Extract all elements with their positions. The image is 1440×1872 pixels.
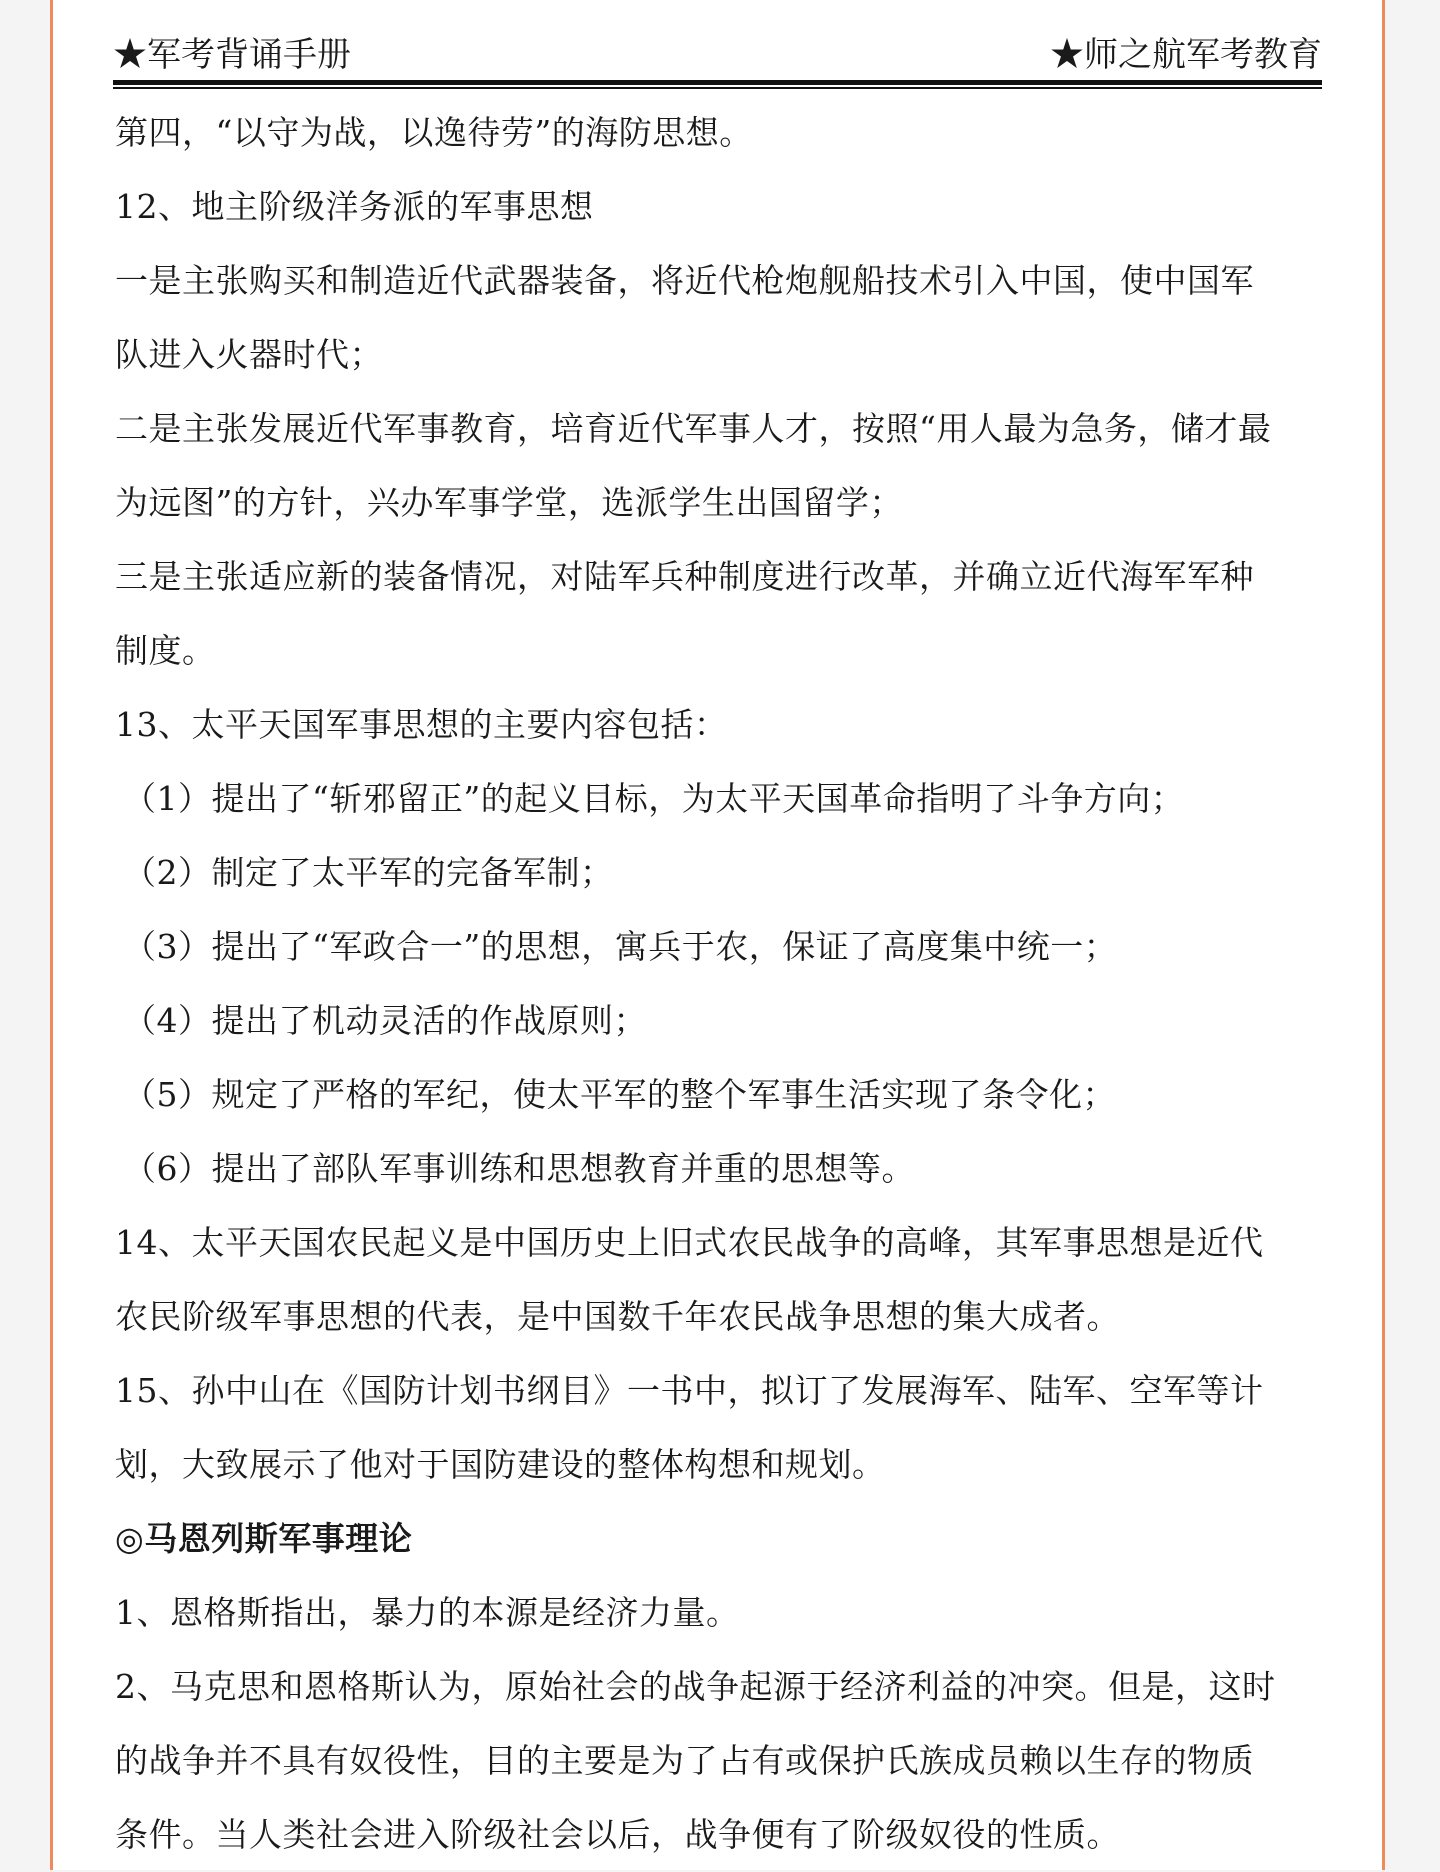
text-line: 三是主张适应新的装备情况，对陆军兵种制度进行改革，并确立近代海军军种 <box>115 557 1254 596</box>
text-line: 的战争并不具有奴役性，目的主要是为了占有或保护氏族成员赖以生存的物质 <box>115 1741 1254 1780</box>
text-line: 15、孙中山在《国防计划书纲目》一书中，拟订了发展海军、陆军、空军等计 <box>115 1371 1264 1410</box>
section-heading-12: 12、地主阶级洋务派的军事思想 <box>115 187 594 226</box>
page-header <box>113 26 1322 76</box>
text-line: 为远图”的方针，兴办军事学堂，选派学生出国留学； <box>115 483 903 522</box>
section-heading-13: 13、太平天国军事思想的主要内容包括： <box>115 705 728 744</box>
text-line: 队进入火器时代； <box>115 335 383 374</box>
text-line: 第四，“以守为战，以逸待劳”的海防思想。 <box>115 113 753 152</box>
list-item: （3）提出了“军政合一”的思想，寓兵于农，保证了高度集中统一； <box>123 927 1118 966</box>
text-line: 条件。当人类社会进入阶级社会以后，战争便有了阶级奴役的性质。 <box>115 1815 1120 1854</box>
list-item: （2）制定了太平军的完备军制； <box>123 853 614 892</box>
section-heading-marx: ◎马恩列斯军事理论 <box>115 1519 413 1558</box>
text-line: 农民阶级军事思想的代表，是中国数千年农民战争思想的集大成者。 <box>115 1297 1120 1336</box>
list-item: （5）规定了严格的军纪，使太平军的整个军事生活实现了条令化； <box>123 1075 1116 1114</box>
text-line: 14、太平天国农民起义是中国历史上旧式农民战争的高峰，其军事思想是近代 <box>115 1223 1264 1262</box>
text-line: 制度。 <box>115 631 216 670</box>
text-line: 1、恩格斯指出，暴力的本源是经济力量。 <box>115 1593 740 1632</box>
document-body <box>115 96 1322 1872</box>
text-line: 划，大致展示了他对于国防建设的整体构想和规划。 <box>115 1445 886 1484</box>
list-item: （6）提出了部队军事训练和思想教育并重的思想等。 <box>123 1149 915 1188</box>
list-item: （1）提出了“斩邪留正”的起义目标，为太平天国革命指明了斗争方向； <box>123 779 1185 818</box>
header-left-title: ★军考背诵手册 <box>113 34 351 75</box>
document-page <box>50 0 1385 1870</box>
list-item: （4）提出了机动灵活的作战原则； <box>123 1001 647 1040</box>
text-line: 2、马克思和恩格斯认为，原始社会的战争起源于经济利益的冲突。但是，这时 <box>115 1667 1276 1706</box>
text-line: 二是主张发展近代军事教育，培育近代军事人才，按照“用人最为急务，储才最 <box>115 409 1272 448</box>
header-divider <box>113 80 1322 89</box>
text-line: 一是主张购买和制造近代武器装备，将近代枪炮舰船技术引入中国，使中国军 <box>115 261 1254 300</box>
header-right-title: ★师之航军考教育 <box>1050 34 1322 75</box>
